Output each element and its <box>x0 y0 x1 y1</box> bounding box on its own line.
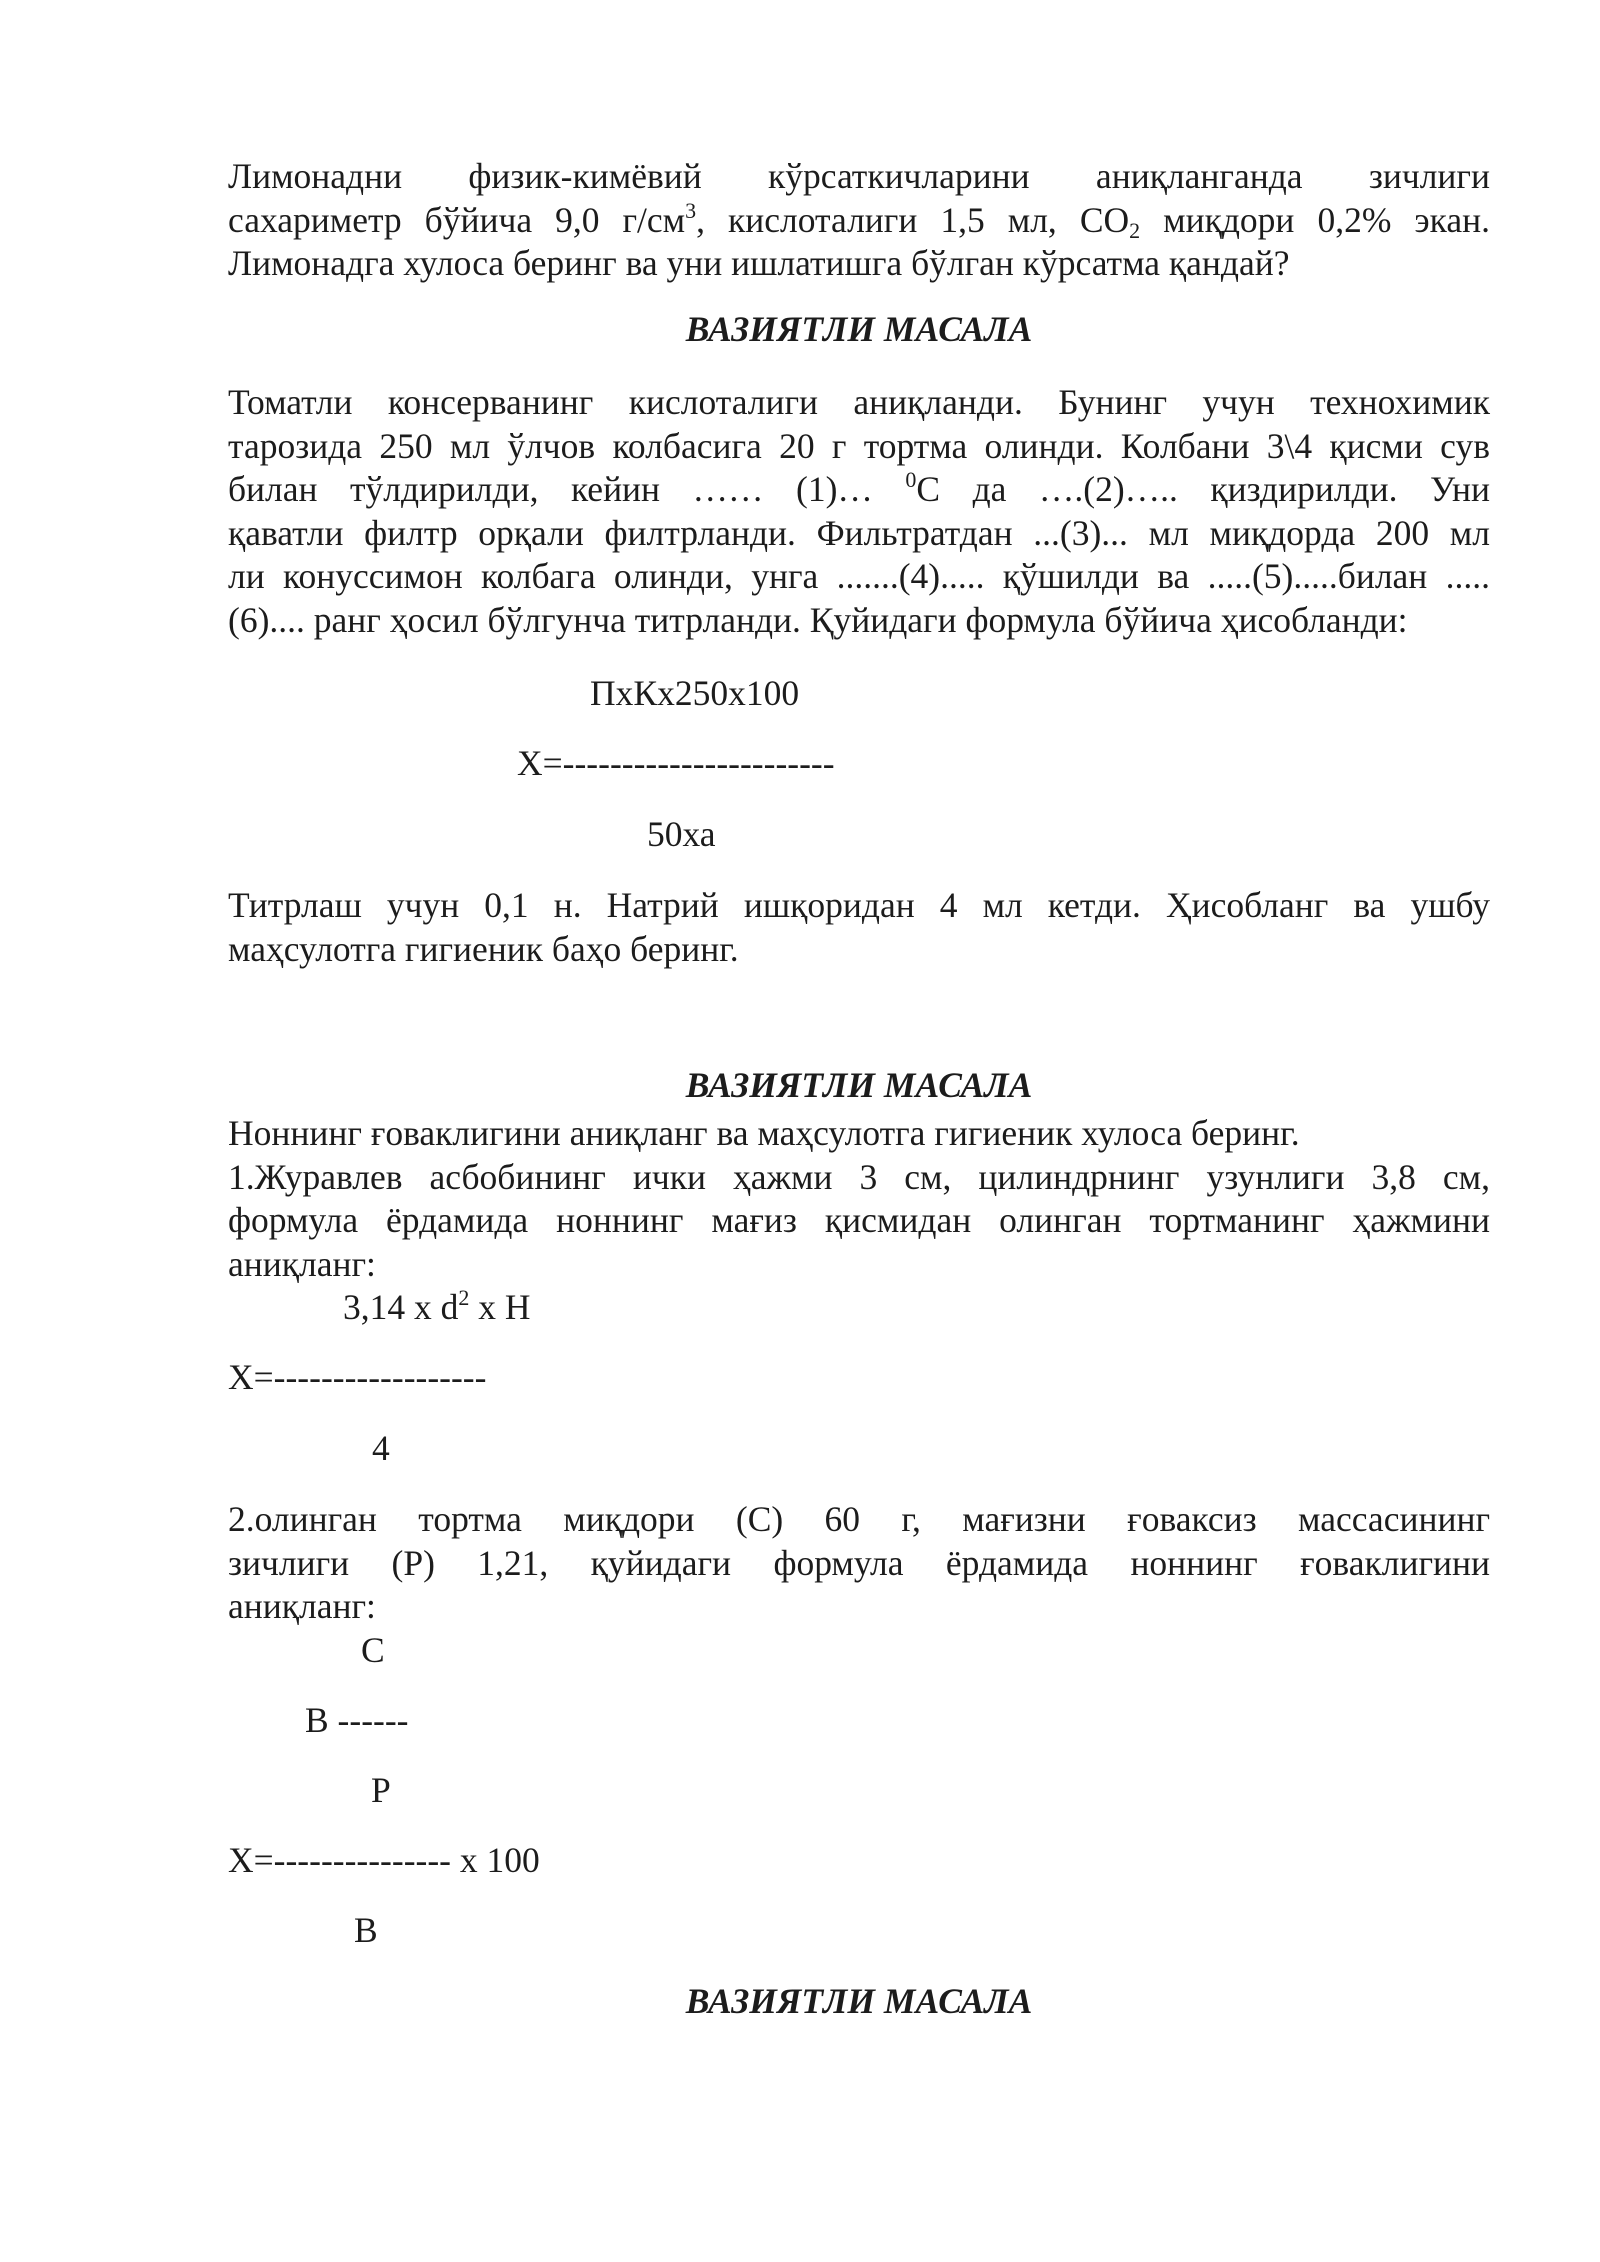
text-fragment: С да ….(2)….. қиздирилди. Уни <box>916 469 1490 510</box>
formula-fraction-bar: Х=------------------ <box>228 1357 487 1397</box>
superscript: 3 <box>685 197 697 223</box>
section-heading: ВАЗИЯТЛИ МАСАЛА <box>685 309 1033 349</box>
tomato-task-paragraph <box>228 381 1490 643</box>
text-fragment: олинган тортма миқдори (С) 60 г, мағизни ғоваксиз массасининг <box>254 1499 1490 1539</box>
formula-denominator: 4 <box>372 1428 390 1468</box>
formula-denominator: 50ха <box>647 814 716 854</box>
text-line: зичлиги (Р) 1,21, қуйидаги формула ёрдамида ноннинг ғоваклигини <box>228 1542 1490 1583</box>
text-fragment: х Н <box>469 1287 531 1327</box>
bread-task-paragraph <box>228 1112 1490 1286</box>
text-line: маҳсулотга гигиеник баҳо беринг. <box>228 928 739 969</box>
list-number: 1. <box>228 1156 255 1197</box>
section-heading: ВАЗИЯТЛИ МАСАЛА <box>685 1981 1033 2021</box>
text-line: қаватли филтр орқали филтрланди. Фильтратдан ...(3)... мл миқдорда 200 мл <box>228 512 1490 553</box>
text-line: тарозида 250 мл ўлчов колбасига 20 г тортма олинди. Колбани 3\4 қисми сув <box>228 425 1490 466</box>
subscript: 2 <box>1129 217 1141 243</box>
formula-denominator: Р <box>371 1770 391 1810</box>
section-heading: ВАЗИЯТЛИ МАСАЛА <box>685 1065 1033 1105</box>
formula-fraction-bar: Х=----------------------- <box>517 743 835 783</box>
text-fragment: , кислоталиги 1,5 мл, СО <box>696 199 1130 240</box>
porosity-task-paragraph <box>228 1498 1490 1629</box>
text-line: формула ёрдамида ноннинг мағиз қисмидан олинган тортманинг ҳажмини <box>228 1200 1490 1241</box>
text-line <box>228 199 1490 243</box>
text-line: Ноннинг ғоваклигини аниқланг ва маҳсулотга гигиеник хулоса беринг. <box>228 1113 1300 1153</box>
text-line: ли конуссимон колбага олинди, унга .......(4)..... қўшилди ва .....(5).....билан ..... <box>228 556 1490 597</box>
list-item <box>228 1498 1490 1542</box>
text-fragment: сахариметр бўйича 9,0 г/см <box>228 199 686 240</box>
text-line: Томатли консерванинг кислоталиги аниқланди. Бунинг учун технохимик <box>228 382 1490 422</box>
text-line: Лимонадга хулоса беринг ва уни ишлатишга бўлган кўрсатма қандай? <box>228 243 1290 284</box>
text-line: аниқланг: <box>228 1243 376 1284</box>
list-number: 2. <box>228 1499 255 1539</box>
formula-numerator: ПхКх250х100 <box>590 673 800 713</box>
list-item <box>228 1156 1490 1200</box>
text-fragment: миқдори 0,2% экан. <box>1140 199 1490 240</box>
text-fragment: билан тўлдирилди, кейин …… (1)… <box>228 469 906 510</box>
superscript: 2 <box>458 1285 470 1310</box>
titration-paragraph <box>228 884 1490 971</box>
text-line <box>228 468 1490 512</box>
text-fragment: 3,14 х d <box>343 1287 459 1327</box>
text-line: Титрлаш учун 0,1 н. Натрий ишқоридан 4 мл кетди. Ҳисобланг ва ушбу <box>228 885 1490 925</box>
formula-denominator: В <box>354 1910 378 1950</box>
formula-numerator <box>343 1285 531 1329</box>
formula-numerator: С <box>361 1630 385 1670</box>
superscript: 0 <box>905 467 917 493</box>
formula-fraction-bar: В ------ <box>305 1700 409 1740</box>
formula-fraction-bar: Х=--------------- х 100 <box>228 1840 540 1880</box>
text-line: аниқланг: <box>228 1586 376 1627</box>
lemonade-task-paragraph <box>228 155 1490 286</box>
text-line: (6).... ранг ҳосил бўлгунча титрланди. Қуйидаги формула бўйича ҳисобланди: <box>228 599 1408 640</box>
text-line: Лимонадни физик-кимёвий кўрсаткичларини аниқланганда зичлиги <box>228 156 1490 196</box>
text-fragment: Журавлев асбобининг ички ҳажми 3 см, цилиндрнинг узунлиги 3,8 см, <box>254 1156 1490 1197</box>
